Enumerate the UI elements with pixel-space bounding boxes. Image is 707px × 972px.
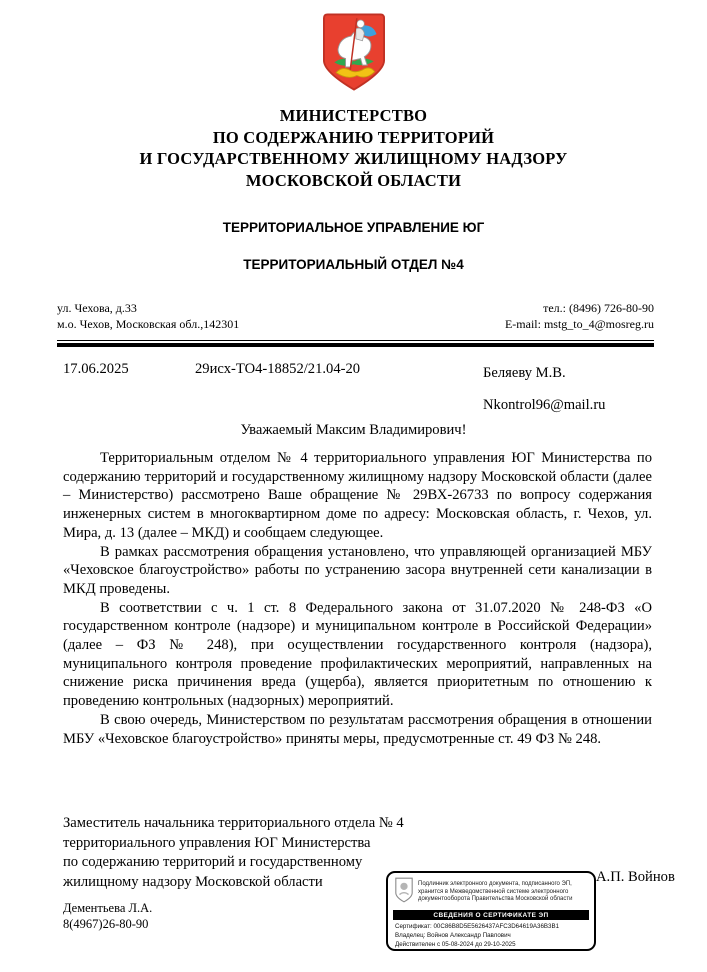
stamp-certificate-validity: Действителен с 05-08-2024 до 29-10-2025: [395, 941, 516, 948]
recipient-email: Nkontrol96@mail.ru: [483, 397, 606, 413]
address-line-2: м.о. Чехов, Московская обл.,142301: [57, 317, 240, 331]
ministry-title-line: ПО СОДЕРЖАНИЮ ТЕРРИТОРИЙ: [212, 127, 495, 147]
letter-date: 17.06.2025: [63, 361, 129, 377]
territorial-division-title: ТЕРРИТОРИАЛЬНЫЙ ОТДЕЛ №4: [243, 257, 464, 272]
signature-position-block: [63, 814, 404, 892]
body-paragraph: В свою очередь, Министерством по результатам рассмотрения обращения в отношении МБУ «Чеховское благоустройство» приняты меры, предусмотренные ст. 49 ФЗ № 248.: [63, 711, 652, 747]
ministry-title-line: И ГОСУДАРСТВЕННОМУ ЖИЛИЩНОМУ НАДЗОРУ: [139, 149, 568, 168]
stamp-header-text: Подлинник электронного документа, подписанного ЭП, хранится в Межведомственной системе электронного документооборота Правительства Московской области: [418, 881, 573, 903]
ministry-title-line: МИНИСТЕРСТВО: [279, 106, 428, 125]
stamp-coat-of-arms-icon: [394, 877, 414, 908]
stamp-top-section: [388, 873, 594, 909]
coat-of-arms-moscow-oblast-icon: [0, 13, 707, 91]
letterhead-divider: [57, 340, 654, 347]
signature-position-line: по содержанию территорий и государственному: [63, 854, 363, 870]
executor-phone: 8(4967)26-80-90: [63, 916, 149, 931]
signature-position-line: территориального управления ЮГ Министерства: [63, 834, 371, 851]
executor-name: Дементьева Л.А.: [63, 901, 153, 915]
letterhead-contacts: [57, 300, 654, 332]
executor-block: [63, 901, 152, 932]
electronic-signature-stamp: [386, 871, 596, 951]
recipient-name: Беляеву М.В.: [483, 365, 566, 381]
signer-name: А.П. Войнов: [596, 869, 675, 885]
letterhead-address: [57, 300, 239, 332]
address-line-1: ул. Чехова, д.33: [57, 301, 137, 315]
salutation: Уважаемый Максим Владимирович!: [240, 422, 467, 438]
reference-row: [63, 361, 667, 421]
signature-position-line: жилищному надзору Московской области: [63, 873, 323, 890]
stamp-certificate-bar: СВЕДЕНИЯ О СЕРТИФИКАТЕ ЭП: [393, 910, 589, 920]
territorial-department-title: ТЕРРИТОРИАЛЬНОЕ УПРАВЛЕНИЕ ЮГ: [222, 220, 485, 235]
signature-position-line: Заместитель начальника территориального отдела № 4: [63, 815, 404, 831]
body-paragraph: Территориальным отделом № 4 территориального управления ЮГ Министерства по содержанию территорий и государственному жилищному надзору Московской области (далее – Министерство) рассмотрено Ваше обращение № 29ВХ-26733 по вопросу содержания инженерных систем в многоквартирном доме по адресу: Московская область, г. Чехов, ул. Мира, д. 13 (далее – МКД) и сообщаем следующее.: [63, 450, 652, 541]
ministry-title: [0, 105, 707, 191]
ministry-title-line: МОСКОВСКОЙ ОБЛАСТИ: [245, 170, 462, 190]
phone-line: тел.: (8496) 726-80-90: [543, 301, 654, 315]
body-paragraph: В соответствии с ч. 1 ст. 8 Федерального закона от 31.07.2020 № 248-ФЗ «О государственном контроле (надзоре) и муниципальном контроле в Российской Федерации» (далее – ФЗ № 248), при осуществлении государственного контроля (надзора), муниципального контроля проведение профилактических мероприятий, направленных на снижение риска причинения вреда (ущерба), является приоритетным по отношению к проведению контрольных (надзорных) мероприятий.: [63, 599, 652, 710]
outgoing-number: 29исх-ТО4-18852/21.04-20: [195, 361, 361, 377]
letterhead-phone-email: [505, 300, 654, 332]
stamp-certificate-number: Сертификат: 00C86B8D5E5626437AFC3D64619A36B3B1: [395, 923, 560, 930]
stamp-details: [388, 920, 594, 949]
body-paragraph: В рамках рассмотрения обращения установлено, что управляющей организацией МБУ «Чеховское благоустройство» работы по устранению засора внутренней сети канализации в МКД проведены.: [63, 543, 652, 597]
letter-body: [63, 449, 652, 748]
stamp-certificate-owner: Владелец: Войнов Александр Павлович: [395, 932, 511, 939]
email-line: E-mail: mstg_to_4@mosreg.ru: [504, 317, 654, 331]
